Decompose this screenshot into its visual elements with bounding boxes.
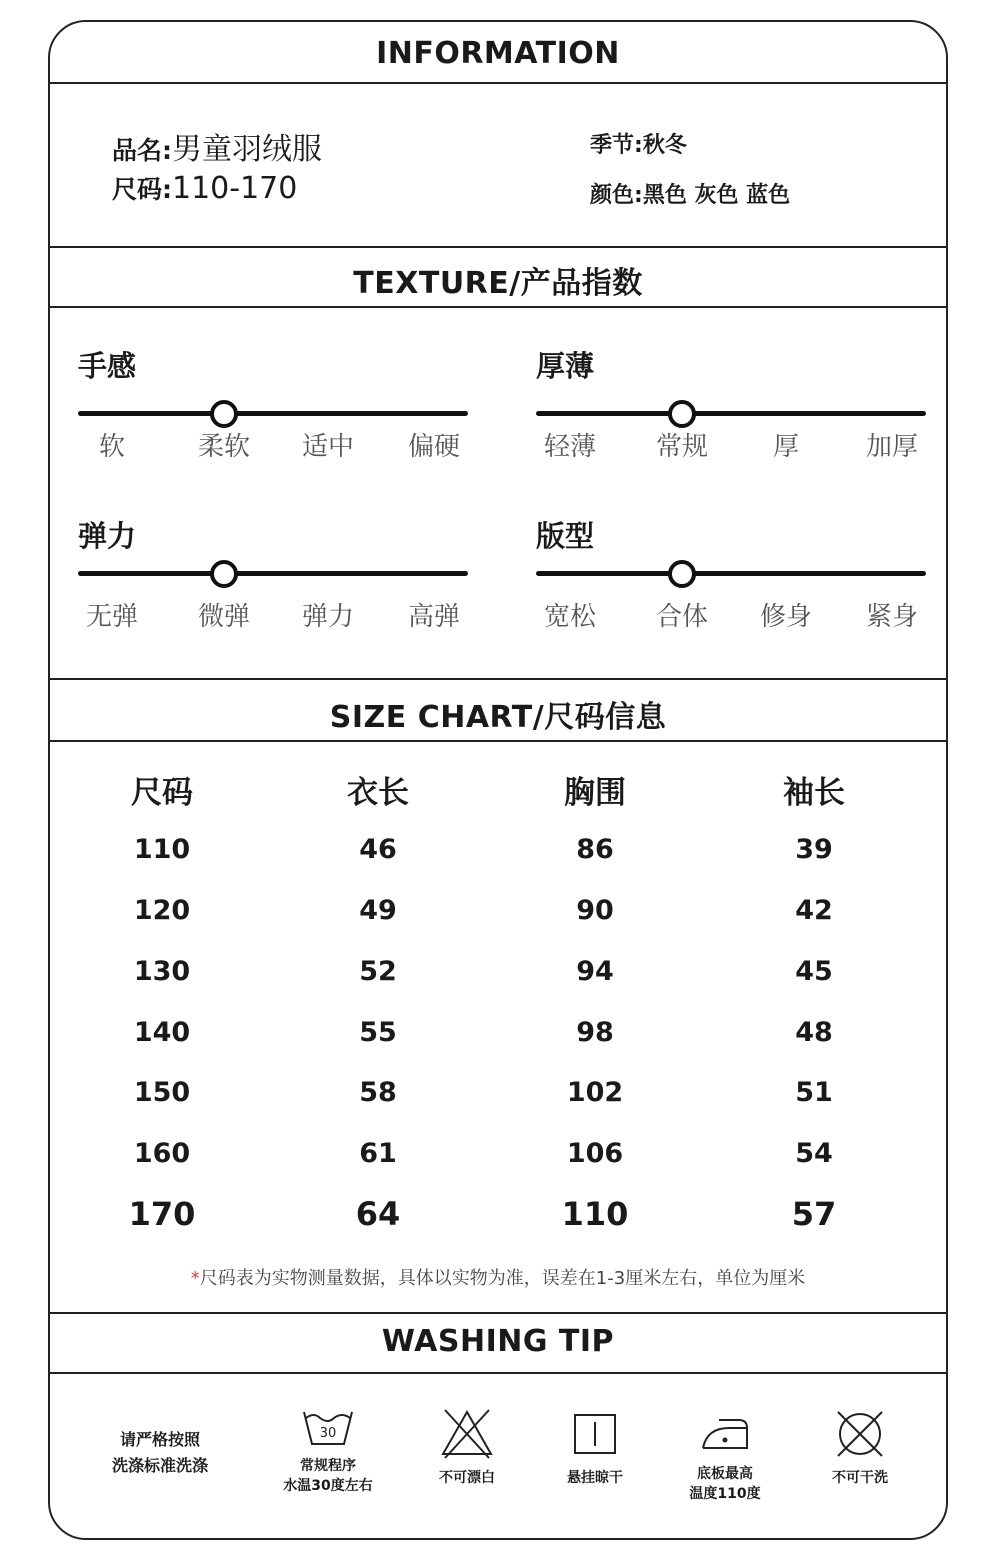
- slider-option: 轻薄: [543, 432, 597, 462]
- table-cell-chest: 90: [576, 895, 614, 926]
- table-cell-size: 160: [133, 1138, 191, 1169]
- wash-item-no-bleach: [402, 1406, 532, 1488]
- note-star: *: [190, 1268, 200, 1289]
- divider: [50, 82, 946, 84]
- table-cell-size: 140: [133, 1017, 191, 1048]
- divider: [50, 246, 946, 248]
- slider-knob-thickness[interactable]: [668, 400, 696, 428]
- table-cell-sleeve: 39: [795, 834, 833, 865]
- wash-label: [402, 1468, 532, 1488]
- information-title: INFORMATION: [376, 36, 620, 71]
- table-cell-chest: 106: [566, 1138, 624, 1169]
- iron-icon: [699, 1414, 751, 1454]
- slider-title-elasticity: 弹力: [78, 519, 137, 553]
- table-cell-length: 64: [355, 1195, 401, 1233]
- table-cell-length: 52: [359, 956, 397, 987]
- table-cell-sleeve: 42: [795, 895, 833, 926]
- slider-title-thickness: 厚薄: [536, 349, 595, 383]
- wash-label-line1: 常规程序: [300, 1458, 356, 1474]
- wash-intro: [90, 1427, 230, 1479]
- slider-title-fit: 版型: [536, 519, 595, 553]
- colors: [590, 178, 790, 209]
- product-name-label: 品名:: [112, 136, 172, 165]
- slider-option: 柔软: [197, 432, 251, 462]
- table-cell-size: 120: [133, 895, 191, 926]
- wash-label-line1: 不可漂白: [439, 1470, 495, 1486]
- slider-option: 加厚: [865, 432, 919, 462]
- season-value: 秋冬: [642, 133, 687, 158]
- wash-item-iron: [660, 1414, 790, 1504]
- size-range-value: 110-170: [172, 171, 298, 206]
- slider-option: 修身: [759, 602, 813, 632]
- table-cell-chest: 94: [576, 956, 614, 987]
- table-cell-chest: 110: [561, 1195, 629, 1233]
- product-name: [112, 124, 322, 168]
- table-cell-size: 130: [133, 956, 191, 987]
- wash-label: [530, 1468, 660, 1488]
- wash-label: [660, 1464, 790, 1504]
- texture-title: TEXTURE/产品指数: [353, 266, 643, 301]
- wash-label: [795, 1468, 925, 1488]
- slider-knob-elasticity[interactable]: [210, 560, 238, 588]
- wash-label-line1: 悬挂晾干: [567, 1470, 623, 1486]
- wash-intro-line2: 洗涤标准洗涤: [111, 1456, 208, 1475]
- table-cell-chest: 98: [576, 1017, 614, 1048]
- size-range: [112, 170, 297, 206]
- table-cell-sleeve: 54: [795, 1138, 833, 1169]
- slider-option: 厚: [772, 432, 800, 462]
- divider: [50, 678, 946, 680]
- slider-option: 微弹: [197, 602, 251, 632]
- divider: [50, 306, 946, 308]
- size-range-label: 尺码:: [112, 175, 172, 204]
- table-cell-chest: 86: [576, 834, 614, 865]
- slider-track-elasticity: [78, 571, 468, 576]
- table-cell-size: 170: [128, 1195, 196, 1233]
- table-cell-length: 58: [359, 1077, 397, 1108]
- size-info-card: [48, 20, 948, 1540]
- slider-track-thickness: [536, 411, 926, 416]
- table-cell-sleeve: 48: [795, 1017, 833, 1048]
- product-name-value: 男童羽绒服: [172, 132, 322, 167]
- slider-option: 合体: [655, 602, 709, 632]
- table-header-length: 衣长: [347, 775, 409, 811]
- slider-title-touch: 手感: [78, 349, 137, 383]
- slider-option: 宽松: [543, 602, 597, 632]
- wash-label-line2: 温度110度: [689, 1486, 761, 1502]
- wash-label-line1: 底板最高: [697, 1466, 753, 1482]
- table-cell-length: 49: [359, 895, 397, 926]
- table-cell-length: 46: [359, 834, 397, 865]
- slider-option: 适中: [301, 432, 355, 462]
- table-cell-chest: 102: [566, 1077, 624, 1108]
- washing-title: WASHING TIP: [381, 1324, 615, 1359]
- table-header-size: 尺码: [131, 775, 193, 811]
- wash-item-30: [263, 1406, 393, 1496]
- season: [590, 128, 687, 159]
- slider-option: 无弹: [85, 602, 139, 632]
- slider-track-fit: [536, 571, 926, 576]
- table-cell-sleeve: 51: [795, 1077, 833, 1108]
- slider-knob-touch[interactable]: [210, 400, 238, 428]
- table-cell-length: 55: [359, 1017, 397, 1048]
- wash-label-line2: 水温30度左右: [283, 1478, 373, 1494]
- slider-option: 紧身: [865, 602, 919, 632]
- slider-option: 高弹: [407, 602, 461, 632]
- table-cell-sleeve: 57: [791, 1195, 837, 1233]
- no-dry-clean-icon: [832, 1406, 888, 1462]
- wash-label: [263, 1456, 393, 1496]
- wash-temp-text: 30: [319, 1426, 337, 1441]
- slider-track-touch: [78, 411, 468, 416]
- slider-knob-fit[interactable]: [668, 560, 696, 588]
- wash-30-icon: [300, 1406, 356, 1450]
- slider-option: 弹力: [301, 602, 355, 632]
- wash-label-line1: 不可干洗: [832, 1470, 888, 1486]
- table-header-sleeve: 袖长: [783, 775, 845, 811]
- slider-option: 软: [98, 432, 126, 462]
- slider-option: 偏硬: [407, 432, 461, 462]
- season-label: 季节:: [590, 133, 643, 158]
- note-text: 尺码表为实物测量数据，具体以实物为准，误差在1-3厘米左右，单位为厘米: [199, 1268, 806, 1289]
- table-cell-size: 150: [133, 1077, 191, 1108]
- hang-dry-icon: [572, 1412, 618, 1456]
- divider: [50, 1312, 946, 1314]
- table-cell-length: 61: [359, 1138, 397, 1169]
- no-bleach-icon: [439, 1406, 495, 1462]
- wash-item-no-dry-clean: [795, 1406, 925, 1488]
- slider-option: 常规: [655, 432, 709, 462]
- table-cell-size: 110: [133, 834, 191, 865]
- wash-item-hang-dry: [530, 1412, 660, 1488]
- wash-intro-line1: 请严格按照: [119, 1430, 200, 1449]
- size-chart-title: SIZE CHART/尺码信息: [329, 700, 667, 735]
- colors-label: 颜色:: [590, 183, 643, 208]
- table-header-chest: 胸围: [564, 775, 626, 811]
- colors-value: 黑色 灰色 蓝色: [642, 183, 791, 208]
- size-note: [50, 1264, 946, 1290]
- divider: [50, 740, 946, 742]
- table-cell-sleeve: 45: [795, 956, 833, 987]
- divider: [50, 1372, 946, 1374]
